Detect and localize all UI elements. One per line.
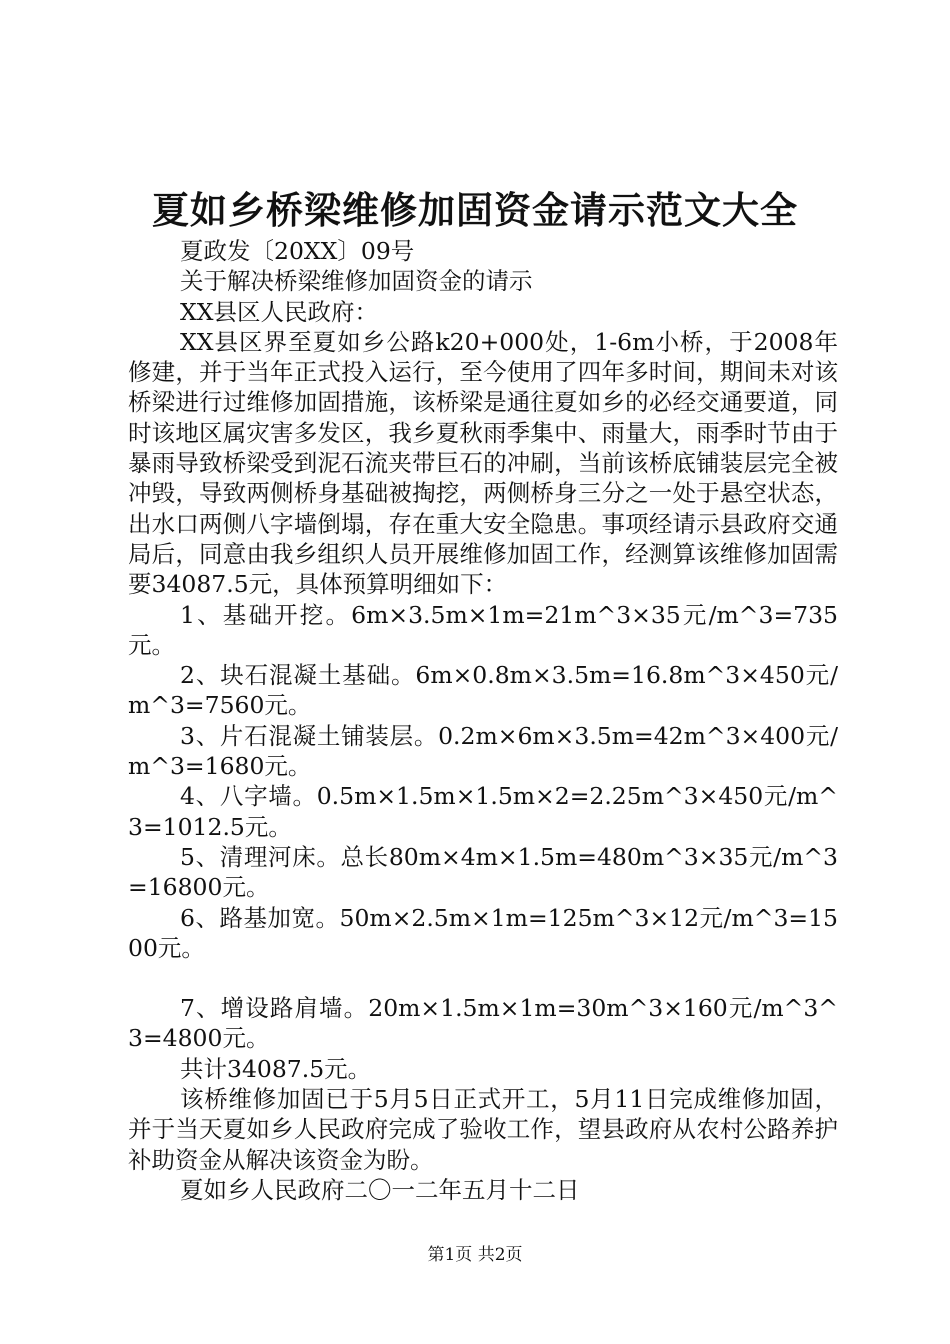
body-paragraph: 该桥维修加固已于5月5日正式开工，5月11日完成维修加固，并于当天夏如乡人民政府完成了验收工作，望县政府从农村公路养护补助资金从解决该资金为盼。 [128,1085,838,1174]
budget-item: 5、清理河床。总长80m×4m×1.5m=480m^3×35元/m^3=16800元。 [128,842,838,902]
recipient: XX县区人民政府： [180,297,378,326]
budget-item: 1、基础开挖。6m×3.5m×1m=21m^3×35元/m^3=735元。 [128,600,838,659]
request-subject: 关于解决桥梁维修加固资金的请示 [180,267,533,296]
budget-item: 4、八字墙。0.5m×1.5m×1.5m×2=2.25m^3×450元/m^3=1012.5元。 [128,782,838,841]
signature-date: 夏如乡人民政府二〇一二年五月十二日 [180,1175,580,1204]
document-body [128,236,838,1205]
budget-total: 共计34087.5元。 [180,1054,372,1083]
page-footer: 第1页 共2页 [427,1245,523,1265]
document-number: 夏政发〔20XX〕09号 [180,237,415,265]
body-paragraph: XX县区界至夏如乡公路k20+000处，1-6m小桥，于2008年修建，并于当年正式投入运行，至今使用了四年多时间，期间未对该桥梁进行过维修加固措施，该桥梁是通往夏如乡的必经交通要道，同时该地区属灾害多发区，我乡夏秋雨季集中、雨量大，雨季时节由于暴雨导致桥梁受到泥石流夹带巨石的冲刷，当前该桥底铺装层完全被冲毁，导致两侧桥身基础被掏挖，两侧桥身三分之一处于悬空状态，出水口两侧八字墙倒塌，存在重大安全隐患。事项经请示县政府交通局后，同意由我乡组织人员开展维修加固工作，经测算该维修加固需要34087.5元，具体预算明细如下： [128,327,838,599]
budget-item: 6、路基加宽。50m×2.5m×1m=125m^3×12元/m^3=1500元。 [128,903,838,962]
budget-item: 7、增设路肩墙。20m×1.5m×1m=30m^3×160元/m^3^3=4800元。 [128,994,838,1053]
budget-item: 2、块石混凝土基础。6m×0.8m×3.5m=16.8m^3×450元/m^3=7560元。 [128,661,838,720]
budget-item: 3、片石混凝土铺装层。0.2m×6m×3.5m=42m^3×400元/m^3=1680元。 [128,721,838,781]
document-title: 夏如乡桥梁维修加固资金请示范文大全 [152,188,798,232]
